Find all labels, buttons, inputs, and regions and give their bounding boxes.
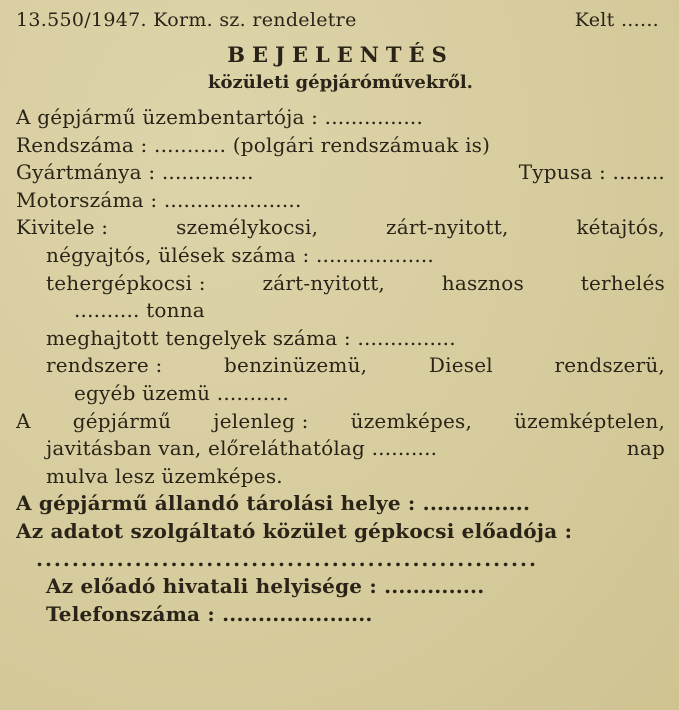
fuel-system-label: rendszere : bbox=[46, 353, 163, 378]
storage-line: A gépjármű állandó tárolási helye : ............... bbox=[16, 491, 531, 516]
condition-a: A bbox=[16, 408, 31, 433]
condition-vehicle: gépjármű bbox=[72, 408, 172, 433]
truck-useful: hasznos bbox=[441, 270, 524, 295]
engine-number-line: Motorszáma : ..................... bbox=[16, 187, 302, 212]
officer-blank-line: ........................................................ bbox=[36, 546, 538, 571]
decree-reference: 13.550/1947. Korm. sz. rendeletre bbox=[16, 9, 357, 31]
condition-label: jelenleg : bbox=[213, 408, 309, 433]
seats-line: négyajtós, ülések száma : .................. bbox=[46, 242, 434, 267]
header-line bbox=[16, 6, 665, 34]
axles-line: meghajtott tengelyek száma : ............... bbox=[46, 325, 456, 350]
phone-line: Telefonszáma : ..................... bbox=[46, 601, 373, 626]
document-subtitle: közületi gépjáróművekről. bbox=[208, 72, 473, 93]
make-type-line bbox=[16, 159, 665, 187]
body-type-line bbox=[16, 214, 665, 242]
repair-text: javitásban van, előreláthatólag .......... bbox=[46, 436, 438, 461]
other-fuel-line: egyéb üzemü ........... bbox=[74, 380, 289, 405]
truck-line bbox=[16, 270, 665, 298]
fuel-option-petrol: benzinüzemü, bbox=[224, 353, 368, 378]
form-body bbox=[16, 104, 665, 628]
truck-label: tehergépkocsi : bbox=[46, 270, 206, 295]
fuel-option-diesel: Diesel bbox=[428, 353, 493, 378]
body-type-label: Kivitele : bbox=[16, 215, 109, 240]
repair-days: nap bbox=[626, 436, 665, 461]
repair-end-line: mulva lesz üzemképes. bbox=[46, 463, 283, 488]
truck-option-open: zárt-nyitott, bbox=[262, 270, 385, 295]
office-room-line: Az előadó hivatali helyisége : .............. bbox=[46, 574, 485, 599]
date-field: Kelt ...... bbox=[574, 9, 659, 31]
condition-inoperable: üzemképtelen, bbox=[514, 408, 665, 433]
body-option-open: zárt-nyitott, bbox=[386, 215, 509, 240]
repair-line bbox=[16, 435, 665, 463]
truck-load: terhelés bbox=[580, 270, 665, 295]
type-field: Typusa : ........ bbox=[518, 160, 665, 185]
body-option-car: személykocsi, bbox=[176, 215, 319, 240]
fuel-option-system: rendszerü, bbox=[554, 353, 665, 378]
fuel-system-line bbox=[16, 352, 665, 380]
tonnage-line: .......... tonna bbox=[74, 298, 205, 323]
document-title: BEJELENTÉS bbox=[227, 42, 454, 67]
make-field: Gyártmánya : .............. bbox=[16, 160, 254, 185]
registration-line: Rendszáma : ........... (polgári rendszámuak is) bbox=[16, 132, 491, 157]
operator-line: A gépjármű üzembentartója : ............... bbox=[16, 105, 424, 129]
condition-operable: üzemképes, bbox=[350, 408, 473, 433]
condition-line bbox=[16, 408, 665, 436]
officer-line: Az adatot szolgáltató közület gépkocsi előadója : bbox=[16, 518, 573, 543]
body-option-two-door: kétajtós, bbox=[576, 215, 665, 240]
